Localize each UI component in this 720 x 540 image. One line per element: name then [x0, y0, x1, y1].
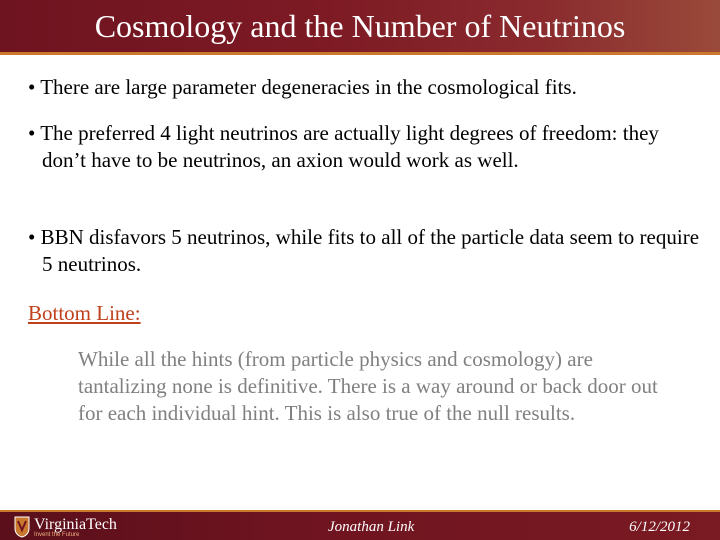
slide-title: Cosmology and the Number of Neutrinos [94, 8, 626, 44]
bottom-line-heading: Bottom Line: [28, 301, 141, 325]
footer-author: Jonathan Link [328, 519, 415, 535]
logo-tagline: Invent the Future [34, 532, 80, 538]
footer-bar [0, 510, 720, 540]
logo-wordmark: VirginiaTech [34, 516, 117, 533]
bullet-item-3: • BBN disfavors 5 neutrinos, while fits to all of the particle data seem to require 5 neutrinos. [28, 225, 700, 276]
conclusion-text: While all the hints (from particle physics and cosmology) are tantalizing none is definitive. There is a way around or back door out for each individual hint. This is also true of the null results. [78, 347, 658, 425]
virginia-tech-shield-icon [14, 516, 30, 538]
bullet-item-2: • The preferred 4 light neutrinos are actually light degrees of freedom: they don’t have to be neutrinos, an axion would work as well. [28, 121, 659, 172]
virginia-tech-logo [14, 514, 154, 540]
footer-date: 6/12/2012 [629, 519, 690, 535]
bullet-item-1: • There are large parameter degeneracies in the cosmological fits. [28, 75, 577, 99]
